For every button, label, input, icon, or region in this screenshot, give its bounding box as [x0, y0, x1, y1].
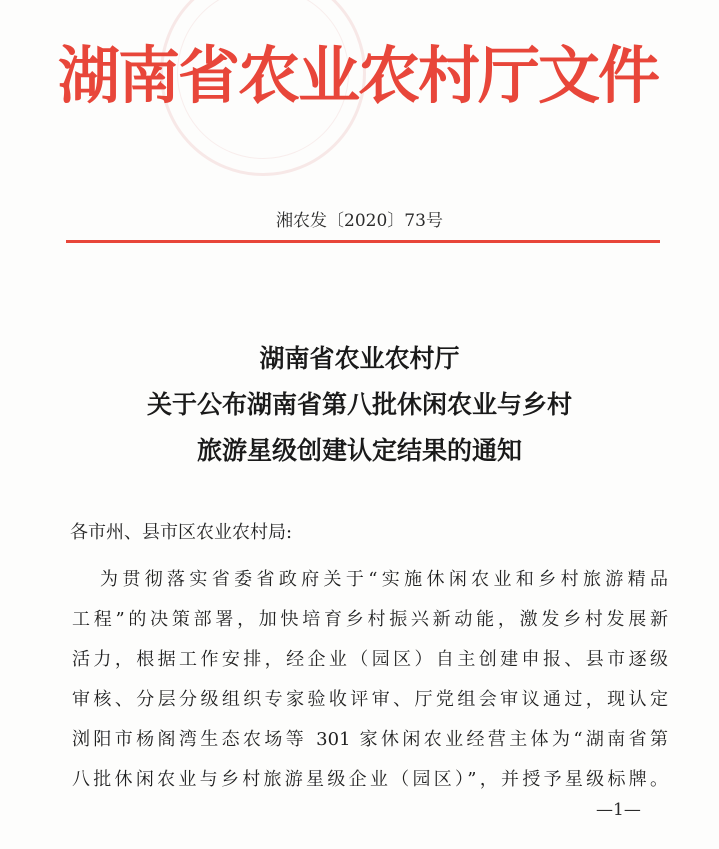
notice-title-line: 湖南省农业农村厅 — [259, 344, 460, 373]
body-line: 浏阳市杨阁湾生态农场等 301 家休闲农业经营主体为“湖南省第 — [72, 729, 668, 750]
body-line: 为贯彻落实省委省政府关于“实施休闲农业和乡村旅游精品 — [100, 569, 668, 590]
document-number: 湘农发〔2020〕73号 — [276, 211, 443, 231]
red-divider-line — [66, 240, 660, 243]
notice-title-line: 旅游星级创建认定结果的通知 — [196, 436, 522, 465]
salutation: 各市州、县市区农业农村局: — [70, 522, 293, 543]
notice-title-line: 关于公布湖南省第八批休闲农业与乡村 — [146, 390, 572, 419]
page-number: —1— — [596, 800, 641, 820]
body-line: 审核、分层分级组织专家验收评审、厅党组会审议通过，现认定 — [72, 689, 668, 710]
body-paragraph — [72, 560, 668, 800]
document-header-title: 湖南省农业农村厅文件 — [57, 39, 658, 112]
body-line: 八批休闲农业与乡村旅游星级企业（园区）”，并授予星级标牌。 — [72, 769, 668, 790]
body-line: 工程”的决策部署，加快培育乡村振兴新动能，激发乡村发展新 — [72, 609, 668, 630]
notice-title — [0, 336, 719, 474]
body-line: 活力，根据工作安排，经企业（园区）自主创建申报、县市逐级 — [72, 649, 668, 670]
